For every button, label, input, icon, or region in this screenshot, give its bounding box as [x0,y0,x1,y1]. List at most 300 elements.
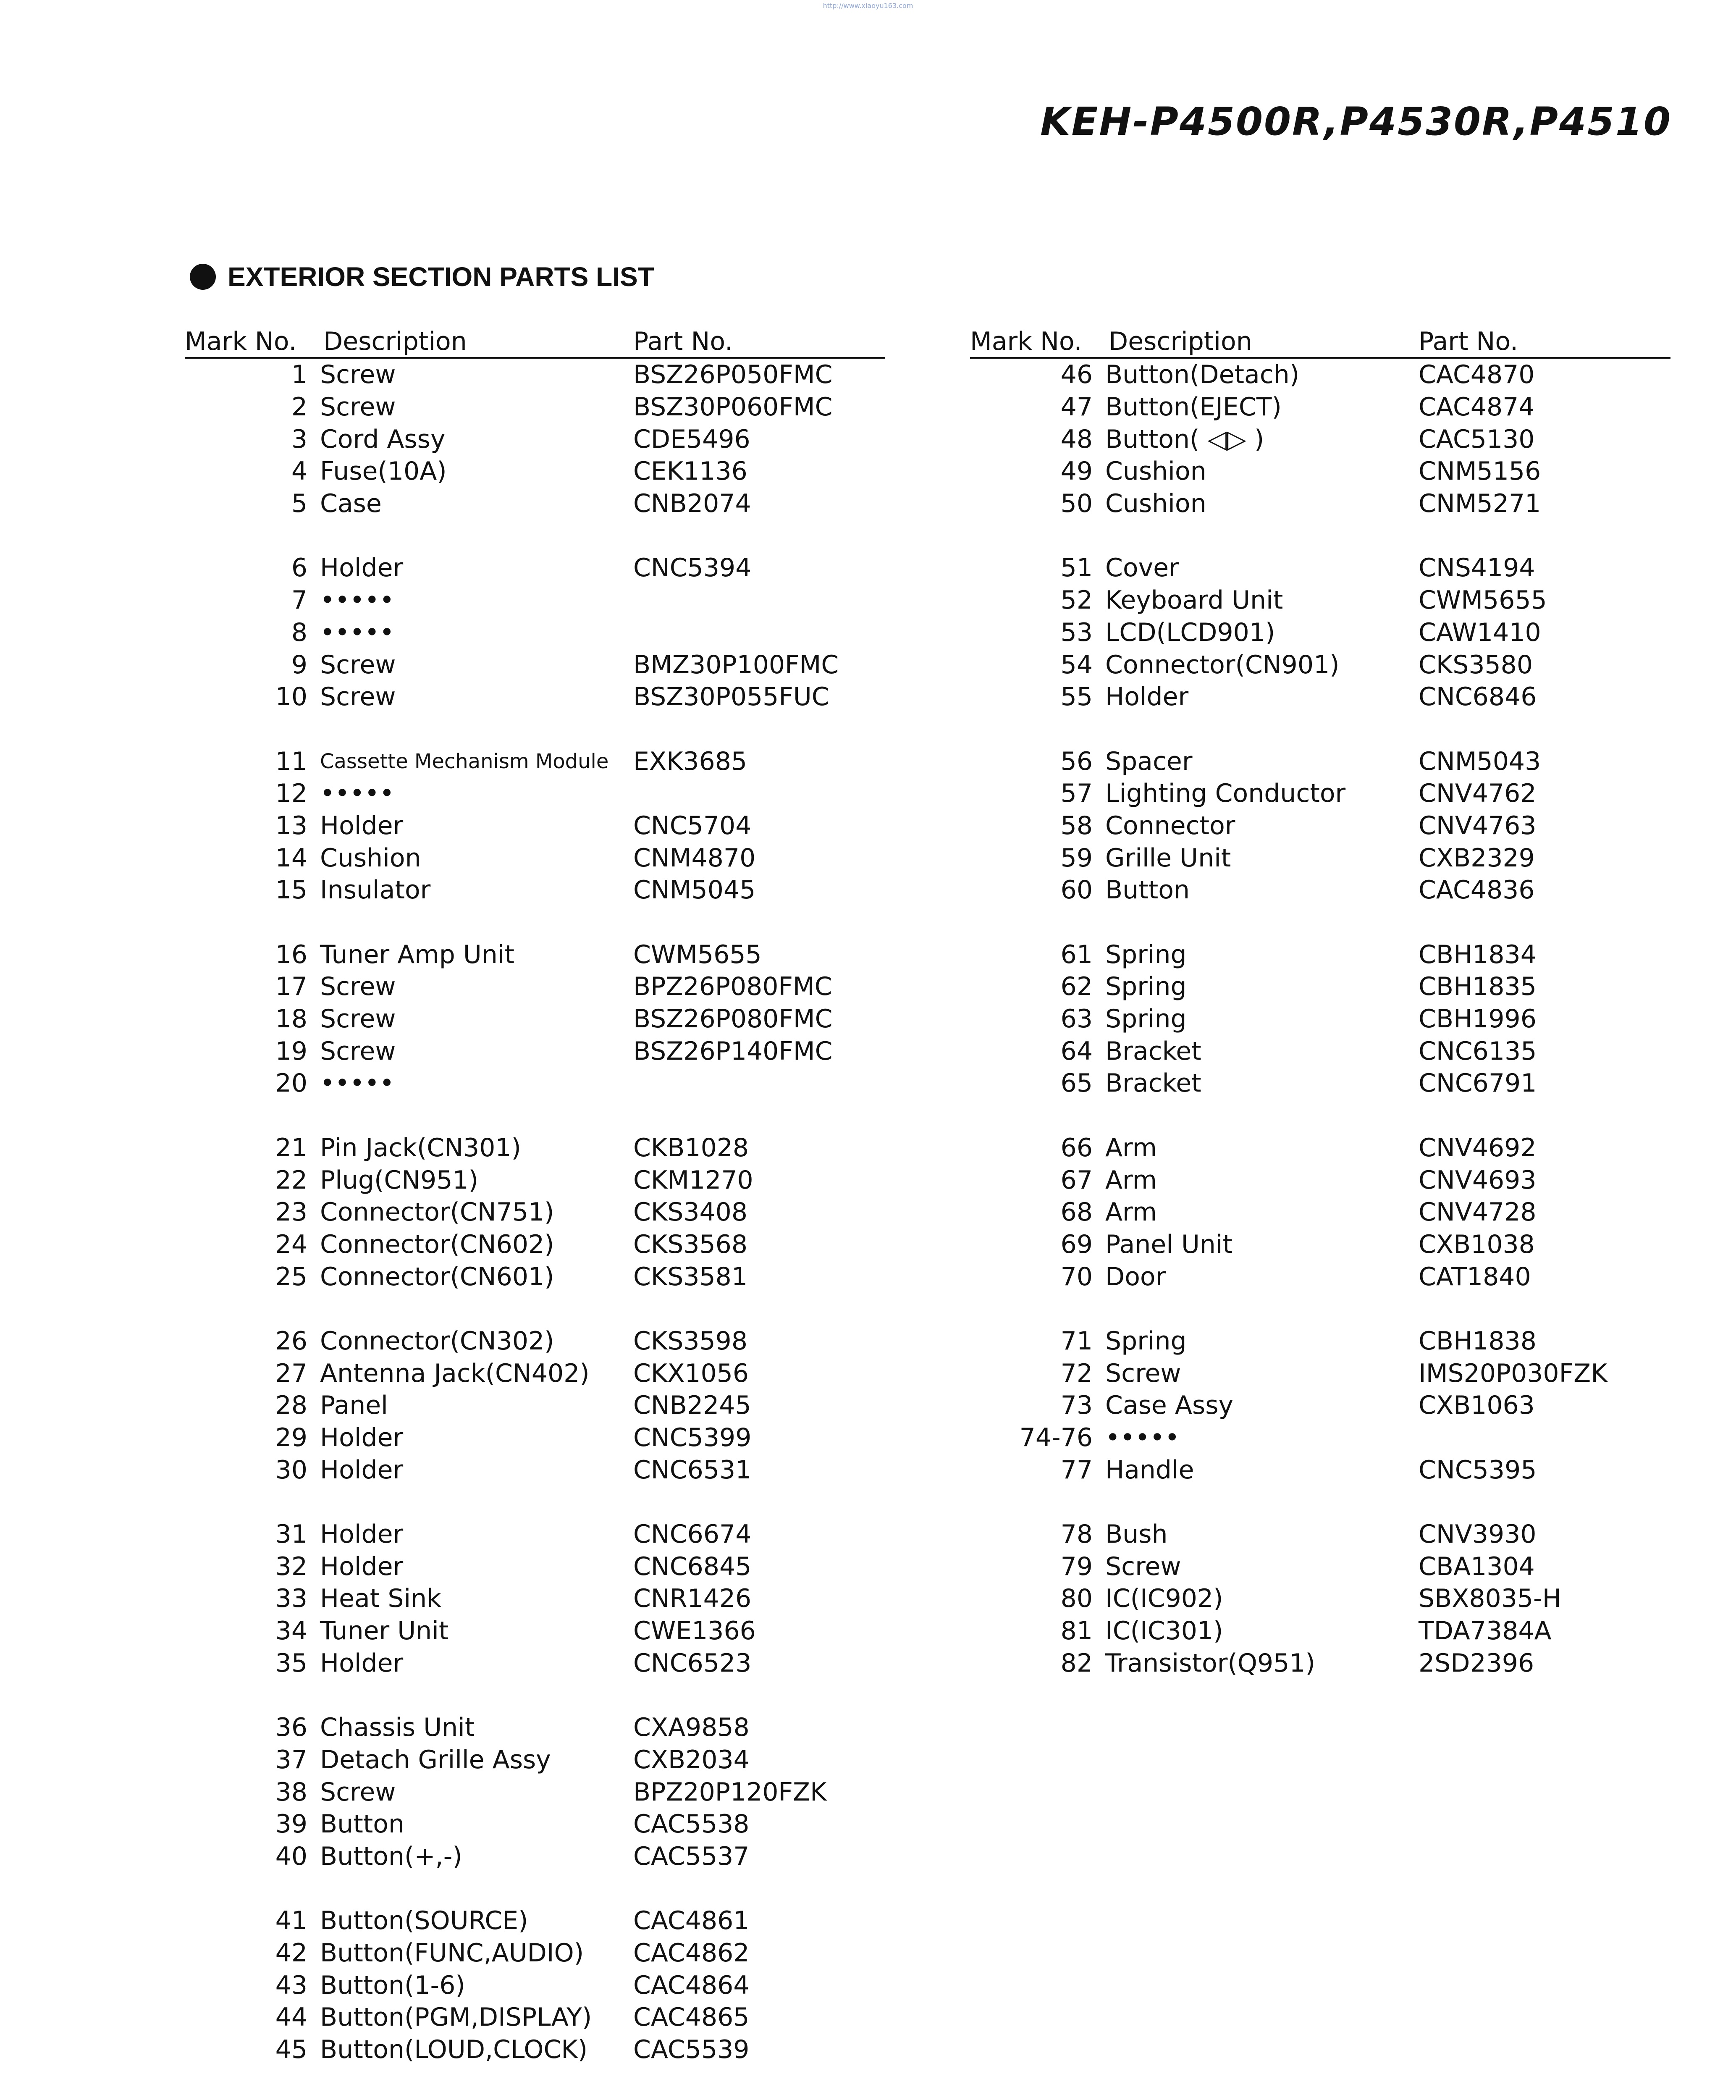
table-row [970,584,1670,617]
table-row [185,391,885,423]
part-description: Screw [1105,1358,1181,1388]
part-number: CNV4692 [1419,1133,1537,1163]
table-row [185,938,885,971]
part-description: Heat Sink [320,1584,441,1614]
part-description: Cushion [320,843,421,873]
part-number: CKB1028 [633,1133,749,1163]
part-number: CBH1835 [1419,972,1537,1002]
part-number: CXB1063 [1419,1391,1535,1420]
table-body [970,359,1670,1679]
mark-number: 28 [275,1391,307,1420]
group-spacer [185,1679,885,1712]
mark-number: 1 [291,360,307,390]
mark-number: 66 [1060,1133,1093,1163]
part-number: CBH1838 [1419,1326,1537,1356]
table-row [970,1550,1670,1583]
table-row [185,1454,885,1486]
mark-number: 69 [1060,1229,1093,1259]
part-number: CBH1996 [1419,1004,1537,1034]
part-number: CNV4728 [1419,1197,1537,1227]
part-description: Button(EJECT) [1105,392,1282,422]
part-number: CAC5538 [633,1809,750,1839]
table-row [185,1422,885,1454]
mark-number: 65 [1060,1068,1093,1098]
part-description: Button(+,-) [320,1841,462,1871]
part-number: CNV4763 [1419,811,1537,840]
part-description: Grille Unit [1105,843,1231,873]
parts-table-right [970,327,1670,1679]
part-description: Button(LOUD,CLOCK) [320,2035,588,2065]
table-row [185,1550,885,1583]
part-number: CKX1056 [633,1358,749,1388]
col-mark-header: Mark No. [970,327,1082,356]
part-number: CAC4836 [1419,875,1535,905]
table-row [970,1196,1670,1228]
table-header [970,327,1670,359]
table-row [185,1969,885,2001]
part-number: CAT1840 [1419,1262,1531,1292]
part-number: CAW1410 [1419,617,1541,647]
mark-number: 45 [275,2035,307,2065]
part-description: Spring [1105,972,1187,1002]
mark-number: 44 [275,2003,307,2032]
mark-number: 63 [1060,1004,1093,1034]
table-row [185,874,885,906]
table-row [970,423,1670,455]
mark-number: 58 [1060,811,1093,840]
group-spacer [970,520,1670,552]
mark-number: 4 [291,457,307,486]
part-number: CNV4762 [1419,779,1537,808]
table-row [185,1260,885,1293]
part-number: CKS3598 [633,1326,748,1356]
part-number: CNC5395 [1419,1455,1537,1485]
mark-number: 23 [275,1197,307,1227]
part-description: Spring [1105,940,1187,969]
part-description: Screw [320,972,396,1002]
part-description: Door [1105,1262,1166,1292]
table-row [185,1003,885,1035]
part-description: Holder [320,811,404,840]
part-description: Cushion [1105,489,1206,519]
mark-number: 80 [1060,1584,1093,1614]
mark-number: 19 [275,1036,307,1066]
table-row [185,842,885,874]
part-description: ••••• [320,779,394,808]
table-row [970,810,1670,842]
part-description: Connector(CN302) [320,1326,554,1356]
table-row [185,1132,885,1164]
mark-number: 34 [275,1616,307,1646]
group-spacer [970,1100,1670,1132]
part-description: Bracket [1105,1036,1201,1066]
part-description: Button(1-6) [320,1970,465,2000]
part-description: Connector [1105,811,1235,840]
table-row [185,1776,885,1808]
table-row [185,1325,885,1357]
table-row [970,1357,1670,1389]
table-row [970,1067,1670,1100]
mark-number: 35 [275,1648,307,1678]
mark-number: 8 [291,617,307,647]
part-description: Antenna Jack(CN402) [320,1358,590,1388]
mark-number: 11 [275,746,307,776]
part-description: Button [320,1809,404,1839]
part-number: CNS4194 [1419,553,1535,583]
mark-number: 42 [275,1938,307,1968]
part-description: IC(IC902) [1105,1584,1223,1614]
mark-number: 49 [1060,457,1093,486]
mark-number: 59 [1060,843,1093,873]
part-number: CXA9858 [633,1713,750,1743]
part-number: CAC4862 [633,1938,750,1968]
part-description: Holder [1105,682,1189,712]
part-number: CXB2034 [633,1745,750,1774]
part-description: Holder [320,1551,404,1581]
mark-number: 25 [275,1262,307,1292]
part-description: Arm [1105,1197,1157,1227]
table-row [185,1808,885,1840]
table-row [970,745,1670,777]
mark-number: 72 [1060,1358,1093,1388]
mark-number: 56 [1060,746,1093,776]
mark-number: 81 [1060,1616,1093,1646]
table-row [185,810,885,842]
table-row [970,1132,1670,1164]
group-spacer [185,713,885,746]
col-description-header: Description [323,327,467,356]
mark-number: 79 [1060,1551,1093,1581]
part-number: CWM5655 [633,940,762,969]
part-description: Bush [1105,1520,1168,1549]
part-description: Handle [1105,1455,1194,1485]
part-number: CAC4865 [633,2003,750,2032]
group-spacer [185,1100,885,1132]
table-row [185,2034,885,2066]
mark-number: 16 [275,940,307,969]
part-number: CNC5704 [633,811,752,840]
mark-number: 67 [1060,1165,1093,1195]
table-row [970,1260,1670,1293]
mark-number: 68 [1060,1197,1093,1227]
table-row [970,777,1670,810]
table-row [970,1518,1670,1551]
part-description: Fuse(10A) [320,457,447,486]
part-description: Screw [1105,1551,1181,1581]
mark-number: 18 [275,1004,307,1034]
mark-number: 46 [1060,360,1093,390]
part-number: CAC4874 [1419,392,1535,422]
table-row [970,938,1670,971]
part-number: CNC6523 [633,1648,752,1678]
part-number: CNM5045 [633,875,756,905]
part-description: Cushion [1105,457,1206,486]
table-row [185,1067,885,1100]
mark-number: 74-76 [1019,1423,1093,1453]
part-description: Button(Detach) [1105,360,1300,390]
part-description: IC(IC301) [1105,1616,1223,1646]
part-number: CNC5394 [633,553,752,583]
part-description: Button(PGM,DISPLAY) [320,2003,592,2032]
mark-number: 51 [1060,553,1093,583]
table-row [185,1840,885,1873]
bullet-icon [190,264,216,290]
part-number: CNC6531 [633,1455,752,1485]
table-row [185,1744,885,1776]
part-description: Screw [320,650,396,680]
table-row [185,1357,885,1389]
mark-number: 60 [1060,875,1093,905]
part-description: Connector(CN602) [320,1229,554,1259]
table-row [970,617,1670,649]
mark-number: 54 [1060,650,1093,680]
part-number: CKS3581 [633,1262,748,1292]
table-row [970,552,1670,584]
group-spacer [970,1293,1670,1325]
part-number: BSZ26P080FMC [633,1004,833,1034]
part-number: CKS3568 [633,1229,748,1259]
part-number: TDA7384A [1419,1616,1552,1646]
part-number: CXB2329 [1419,843,1535,873]
part-description: Button(SOURCE) [320,1906,528,1936]
mark-number: 62 [1060,972,1093,1002]
part-number: CAC4870 [1419,360,1535,390]
mark-number: 43 [275,1970,307,2000]
part-description: Tuner Amp Unit [320,940,515,969]
mark-number: 48 [1060,424,1093,454]
table-row [185,1712,885,1744]
part-number: BSZ26P050FMC [633,360,833,390]
part-description: Screw [320,1777,396,1807]
mark-number: 40 [275,1841,307,1871]
group-spacer [185,1872,885,1905]
table-row [970,1583,1670,1615]
table-row [185,1228,885,1261]
table-row [970,1164,1670,1196]
part-number: BSZ30P060FMC [633,392,833,422]
mark-number: 27 [275,1358,307,1388]
part-number: CNC6791 [1419,1068,1537,1098]
part-number: BSZ30P055FUC [633,682,829,712]
part-description: Spacer [1105,746,1193,776]
mark-number: 13 [275,811,307,840]
table-row [185,1518,885,1551]
table-row [970,1325,1670,1357]
part-description: Spring [1105,1326,1187,1356]
mark-number: 77 [1060,1455,1093,1485]
table-row [185,971,885,1003]
part-number: CAC4861 [633,1906,750,1936]
part-number: CAC5539 [633,2035,750,2065]
part-number: IMS20P030FZK [1419,1358,1608,1388]
mark-number: 10 [275,682,307,712]
part-number: CNM5043 [1419,746,1541,776]
mark-number: 14 [275,843,307,873]
table-row [185,359,885,391]
part-description: ••••• [1105,1423,1180,1453]
table-row [970,391,1670,423]
part-description: Holder [320,1520,404,1549]
part-description: Panel Unit [1105,1229,1233,1259]
part-number: CNR1426 [633,1584,752,1614]
table-row [970,488,1670,520]
part-description: Button [1105,875,1190,905]
mark-number: 47 [1060,392,1093,422]
part-number: CBA1304 [1419,1551,1535,1581]
table-row [185,552,885,584]
mark-number: 78 [1060,1520,1093,1549]
table-row [185,1615,885,1647]
part-description: Button(FUNC,AUDIO) [320,1938,584,1968]
part-description: Detach Grille Assy [320,1745,551,1774]
mark-number: 36 [275,1713,307,1743]
part-number: CNB2245 [633,1391,751,1420]
table-row [185,1389,885,1422]
part-number: CKS3580 [1419,650,1533,680]
table-row [970,1454,1670,1486]
table-row [185,1583,885,1615]
part-description: Insulator [320,875,431,905]
part-number: BMZ30P100FMC [633,650,839,680]
table-row [185,455,885,488]
part-number: CNC6674 [633,1520,752,1549]
part-number: CBH1834 [1419,940,1537,969]
section-title [190,261,654,292]
part-number: 2SD2396 [1419,1648,1534,1678]
table-row [970,681,1670,713]
group-spacer [185,1486,885,1518]
mark-number: 26 [275,1326,307,1356]
part-number: CDE5496 [633,424,750,454]
part-number: CNC6846 [1419,682,1537,712]
part-number: EXK3685 [633,746,747,776]
table-row [970,1615,1670,1647]
mark-number: 2 [291,392,307,422]
part-number: CKM1270 [633,1165,753,1195]
mark-number: 82 [1060,1648,1093,1678]
table-row [970,1389,1670,1422]
mark-number: 17 [275,972,307,1002]
mark-number: 9 [291,650,307,680]
table-row [185,648,885,681]
mark-number: 61 [1060,940,1093,969]
group-spacer [185,520,885,552]
mark-number: 55 [1060,682,1093,712]
table-row [185,584,885,617]
col-part-header: Part No. [1419,327,1518,356]
table-row [185,617,885,649]
part-description: Keyboard Unit [1105,585,1283,615]
mark-number: 24 [275,1229,307,1259]
mark-number: 33 [275,1584,307,1614]
table-row [185,1647,885,1680]
table-row [970,455,1670,488]
table-row [185,2001,885,2034]
mark-number: 29 [275,1423,307,1453]
mark-number: 22 [275,1165,307,1195]
model-title: KEH-P4500R,P4530R,P4510 [1040,99,1672,144]
part-description: Holder [320,1455,404,1485]
group-spacer [970,1486,1670,1518]
part-description: Screw [320,682,396,712]
mark-number: 5 [291,489,307,519]
part-description: Holder [320,553,404,583]
group-spacer [970,713,1670,746]
part-description: ••••• [320,1068,394,1098]
mark-number: 64 [1060,1036,1093,1066]
part-number: CNV4693 [1419,1165,1537,1195]
table-row [970,1422,1670,1454]
mark-number: 37 [275,1745,307,1774]
table-body [185,359,885,2066]
table-row [970,874,1670,906]
part-number: CWM5655 [1419,585,1547,615]
part-description: Cassette Mechanism Module [320,749,609,773]
part-number: CNM4870 [633,843,756,873]
mark-number: 31 [275,1520,307,1549]
part-number: CEK1136 [633,457,747,486]
table-header [185,327,885,359]
mark-number: 52 [1060,585,1093,615]
part-description: Transistor(Q951) [1105,1648,1315,1678]
part-description: Chassis Unit [320,1713,475,1743]
mark-number: 32 [275,1551,307,1581]
part-number: CNV3930 [1419,1520,1537,1549]
part-description: Button( ◁▷ ) [1105,424,1264,454]
part-description: Arm [1105,1133,1157,1163]
col-part-header: Part No. [633,327,733,356]
col-mark-header: Mark No. [185,327,297,356]
mark-number: 38 [275,1777,307,1807]
table-row [185,1164,885,1196]
group-spacer [185,906,885,939]
part-description: Cord Assy [320,424,446,454]
mark-number: 6 [291,553,307,583]
mark-number: 15 [275,875,307,905]
part-description: Screw [320,1036,396,1066]
part-description: Connector(CN751) [320,1197,554,1227]
part-number: BPZ20P120FZK [633,1777,827,1807]
part-description: ••••• [320,585,394,615]
part-description: Arm [1105,1165,1157,1195]
mark-number: 12 [275,779,307,808]
table-row [970,1003,1670,1035]
part-number: CAC5130 [1419,424,1535,454]
part-description: Bracket [1105,1068,1201,1098]
part-description: Case Assy [1105,1391,1233,1420]
mark-number: 21 [275,1133,307,1163]
table-row [185,777,885,810]
table-row [970,842,1670,874]
parts-table-left [185,327,885,2066]
part-number: SBX8035-H [1419,1584,1561,1614]
mark-number: 7 [291,585,307,615]
mark-number: 70 [1060,1262,1093,1292]
table-row [185,1196,885,1228]
table-row [970,971,1670,1003]
mark-number: 3 [291,424,307,454]
part-description: Connector(CN601) [320,1262,554,1292]
table-row [185,423,885,455]
table-row [185,1035,885,1067]
mark-number: 53 [1060,617,1093,647]
part-description: Tuner Unit [320,1616,449,1646]
part-number: CAC5537 [633,1841,750,1871]
top-url: http://www.xiaoyu163.com [823,2,913,10]
table-row [970,648,1670,681]
mark-number: 20 [275,1068,307,1098]
part-description: Pin Jack(CN301) [320,1133,521,1163]
